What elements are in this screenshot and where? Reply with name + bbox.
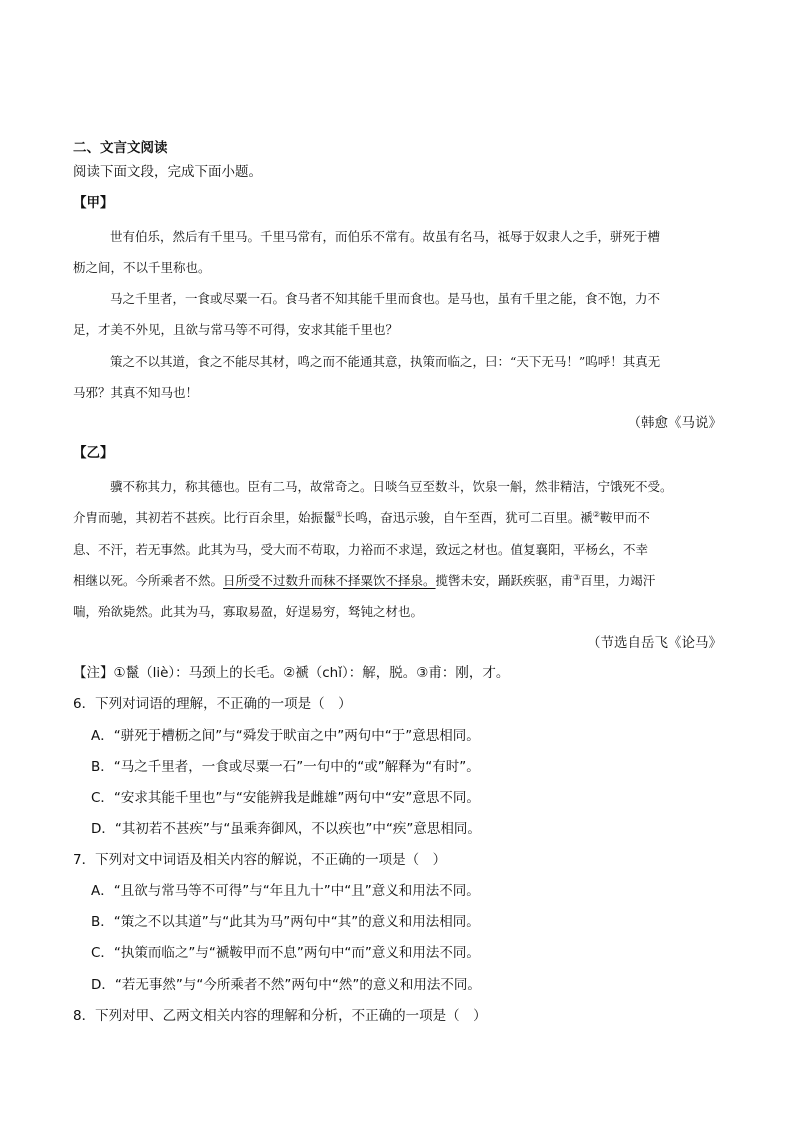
- section-heading: 二、文言文阅读: [73, 140, 168, 156]
- passage-yi-text: 揽辔未安，踊跃疾驱，甫: [435, 573, 574, 588]
- passage-jia-line: 足，才美不外见，且欲与常马等不可得，安求其能千里也？: [73, 322, 399, 337]
- passage-jia-line: 马之千里者，一食或尽粟一石。食马者不知其能千里而食也。是马也，虽有千里之能，食不饱，力不: [110, 291, 661, 306]
- passage-jia-line: 马邪？其真不知马也！: [73, 385, 199, 400]
- question-option: A．“且欲与常马等不可得”与“年且九十”中“且”意义和用法不同。: [91, 883, 480, 899]
- footnotes: 【注】①鬣（liè）：马颈上的长毛。②褫（chǐ）：解，脱。③甫：刚，才。: [73, 665, 510, 681]
- question-stem: 8．下列对甲、乙两文相关内容的理解和分析，不正确的一项是（ ）: [73, 1008, 487, 1024]
- question-option: C．“执策而临之”与“褫鞍甲而不息”两句中“而”意义和用法不同。: [91, 945, 480, 961]
- passage-jia-label: 【甲】: [73, 195, 114, 211]
- passage-jia-line: 枥之间，不以千里称也。: [73, 260, 211, 275]
- question-option: C．“安求其能千里也”与“安能辨我是雌雄”两句中“安”意思不同。: [91, 790, 480, 806]
- passage-yi-text: 百里，力竭汗: [580, 573, 656, 588]
- passage-yi-line: 喘，殆欲毙然。此其为马，寡取易盈，好逞易穷，驽钝之材也。: [73, 604, 424, 619]
- footnote-marker: ②: [592, 509, 600, 519]
- passage-yi-line: 骥不称其力，称其德也。臣有二马，故常奇之。日啖刍豆至数斗，饮泉一斛，然非精洁，宁饿死不受。: [110, 479, 673, 494]
- footnote-marker: ③: [573, 572, 581, 582]
- instruction-text: 阅读下面文段，完成下面小题。: [73, 164, 262, 180]
- passage-yi-text: 鞍甲而不: [599, 510, 650, 525]
- question-option: D．“若无事然”与“今所乘者不然”两句中“然”的意义和用法不同。: [91, 977, 481, 993]
- footnote-marker: ①: [335, 509, 343, 519]
- underlined-sentence: 日所受不过数升而秣不择粟饮不择泉。: [223, 573, 436, 588]
- passage-yi-text: 介胄而驰，其初若不甚疾。比行百余里，始振鬣: [73, 510, 336, 525]
- passage-yi-text: 长鸣，奋迅示骏，自午至酉，犹可二百里。褫: [342, 510, 593, 525]
- passage-jia-line: 策之不以其道，食之不能尽其材，鸣之而不能通其意，执策而临之，曰：“天下无马！”呜呼！其真无: [110, 354, 661, 369]
- passage-yi-line: [73, 572, 655, 590]
- question-option: A．“骈死于槽枥之间”与“舜发于畎亩之中”两句中“于”意思相同。: [91, 728, 480, 744]
- question-stem: 7．下列对文中词语及相关内容的解说，不正确的一项是（ ）: [73, 852, 447, 868]
- passage-yi-line: 息、不汗，若无事然。此其为马，受大而不苟取，力裕而不求逞，致远之材也。值复襄阳，平杨幺，不幸: [73, 542, 649, 557]
- question-stem: 6．下列对词语的理解，不正确的一项是（ ）: [73, 696, 352, 712]
- question-option: B．“马之千里者，一食或尽粟一石”一句中的“或”解释为“有时”。: [91, 759, 480, 775]
- passage-yi-source: （节选自岳飞《论马》: [587, 635, 722, 651]
- passage-jia-line: 世有伯乐，然后有千里马。千里马常有，而伯乐不常有。故虽有名马，祗辱于奴隶人之手，骈死于槽: [110, 229, 661, 244]
- passage-yi-line: [73, 509, 650, 527]
- question-option: D．“其初若不甚疾”与“虽乘奔御风，不以疾也”中“疾”意思相同。: [91, 821, 481, 837]
- question-option: B．“策之不以其道”与“此其为马”两句中“其”的意义和用法相同。: [91, 914, 480, 930]
- passage-yi-label: 【乙】: [73, 445, 114, 461]
- passage-yi-text: 相继以死。今所乘者不然。: [73, 573, 224, 588]
- passage-jia-source: （韩愈《马说》: [627, 415, 722, 431]
